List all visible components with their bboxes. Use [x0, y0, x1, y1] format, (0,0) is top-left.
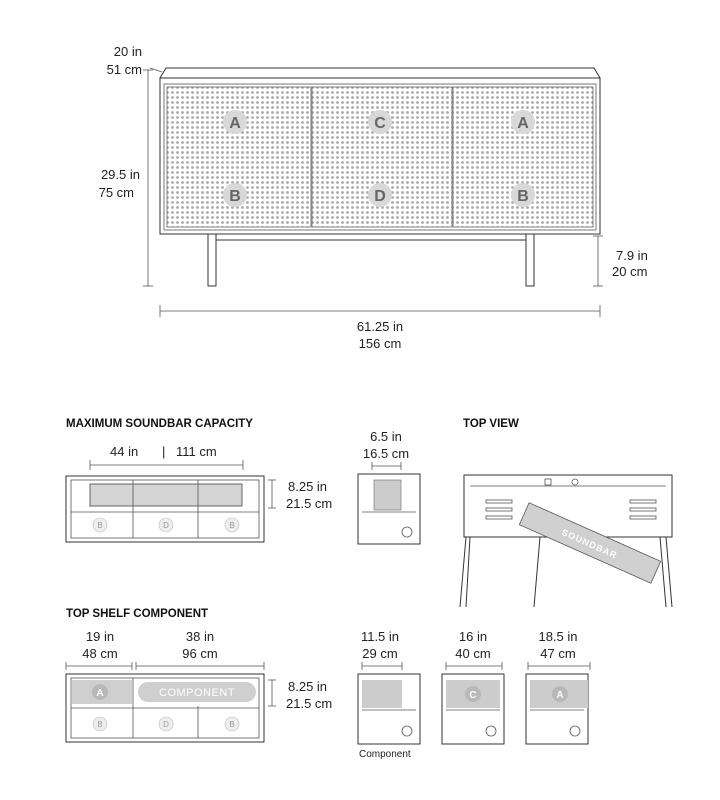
soundbar-side-fill: [374, 480, 401, 510]
soundbar-height-line: [268, 480, 276, 508]
height-cm: 75 cm: [98, 185, 134, 200]
side-view-3-dim-line: [528, 662, 590, 670]
top-shelf-left-in: 19 in: [85, 629, 115, 644]
top-shelf-height-cm: 21.5 cm: [286, 696, 333, 711]
soundbar-compartment-b-right: [225, 518, 239, 532]
side-view-1-cm: 29 cm: [362, 646, 398, 661]
svg-text:B: B: [97, 521, 103, 530]
soundbar-width-cm: 111 cm: [176, 444, 217, 459]
svg-text:D: D: [163, 521, 169, 530]
side-view-1-caption: Component: [359, 749, 411, 760]
side-view-2-dim-line: [446, 662, 502, 670]
cabinet-top: [160, 68, 600, 78]
soundbar-compartment-d: [159, 518, 173, 532]
top-shelf-height-in: 8.25 in: [288, 679, 328, 694]
leg-in: 7.9 in: [616, 248, 648, 263]
width-cm: 156 cm: [358, 336, 402, 351]
svg-text:D: D: [374, 188, 386, 205]
soundbar-height-cm: 21.5 cm: [286, 496, 333, 511]
side-view-3-grommet: [570, 726, 580, 736]
door-label-b-right: [511, 183, 535, 207]
soundbar-shape: [90, 484, 242, 506]
soundbar-side-grommet: [402, 527, 412, 537]
soundbar-heading: MAXIMUM SOUNDBAR CAPACITY: [66, 418, 253, 430]
side-view-3-slot-badge: [552, 686, 568, 702]
top-shelf-section: [66, 608, 590, 760]
soundbar-side-depth-cm: 16.5 cm: [362, 446, 410, 461]
soundbar-compartment-b-left: [93, 518, 107, 532]
top-shelf-compartment-b-right: [225, 717, 239, 731]
side-view-2-in: 16 in: [458, 629, 488, 644]
svg-text:C: C: [374, 115, 386, 132]
side-view-1-dim-line: [362, 662, 402, 670]
depth-in: 20 in: [113, 44, 142, 59]
side-view-2-cm: 40 cm: [455, 646, 491, 661]
svg-text:A: A: [517, 115, 529, 132]
depth-cm: 51 cm: [106, 62, 142, 77]
top-shelf-right-in: 38 in: [185, 629, 215, 644]
width-in: 61.25 in: [356, 319, 404, 334]
door-label-d: [368, 183, 392, 207]
side-view-1-grommet: [402, 726, 412, 736]
top-shelf-height-line: [268, 680, 276, 706]
top-view-section: [460, 418, 672, 607]
leg-cm: 20 cm: [612, 264, 648, 279]
height-in: 29.5 in: [100, 167, 140, 182]
svg-text:B: B: [517, 188, 529, 205]
door-label-c: [368, 110, 392, 134]
svg-text:A: A: [556, 690, 564, 701]
soundbar-side-depth-line: [372, 462, 401, 470]
soundbar-width-separator: |: [162, 444, 166, 459]
soundbar-width-line: [90, 460, 243, 470]
svg-text:B: B: [229, 521, 235, 530]
side-view-1-fill: [362, 680, 402, 708]
front-elevation: [99, 44, 648, 351]
side-view-2-slot-badge: [465, 686, 481, 702]
door-label-a-right: [511, 110, 535, 134]
top-view-vents: [486, 479, 656, 519]
height-dimension-line: [143, 70, 153, 286]
top-shelf-compartment-d: [159, 717, 173, 731]
top-shelf-right-cm: 96 cm: [182, 646, 218, 661]
svg-text:A: A: [229, 115, 241, 132]
soundbar-side-depth-in: 6.5 in: [370, 429, 402, 444]
svg-text:A: A: [96, 688, 104, 699]
door-label-a-left: [223, 110, 247, 134]
top-view-heading: TOP VIEW: [463, 418, 519, 430]
top-shelf-heading: TOP SHELF COMPONENT: [66, 608, 209, 620]
top-shelf-left-cm: 48 cm: [82, 646, 118, 661]
top-shelf-compartment-b-left: [93, 717, 107, 731]
svg-text:D: D: [163, 720, 169, 729]
top-shelf-width-lines: [66, 662, 264, 670]
svg-text:B: B: [229, 720, 235, 729]
side-view-1-in: 11.5 in: [360, 629, 400, 644]
top-shelf-slot-a-badge: [92, 684, 108, 700]
leg-dimension-line: [593, 236, 603, 286]
cabinet-legs: [208, 234, 534, 286]
door-label-b-left: [223, 183, 247, 207]
top-view-soundbar-label: SOUNDBAR: [560, 527, 620, 561]
soundbar-capacity-section: [66, 418, 420, 544]
top-shelf-component-label: COMPONENT: [159, 687, 235, 699]
side-view-3-in: 18.5 in: [538, 629, 578, 644]
side-view-2-grommet: [486, 726, 496, 736]
soundbar-height-in: 8.25 in: [288, 479, 328, 494]
soundbar-width-in: 44 in: [110, 444, 139, 459]
side-view-3-cm: 47 cm: [540, 646, 576, 661]
svg-text:B: B: [97, 720, 103, 729]
svg-text:B: B: [229, 188, 241, 205]
width-dimension-line: [160, 305, 600, 317]
top-view-soundbar: [519, 503, 660, 583]
svg-text:C: C: [469, 690, 477, 701]
